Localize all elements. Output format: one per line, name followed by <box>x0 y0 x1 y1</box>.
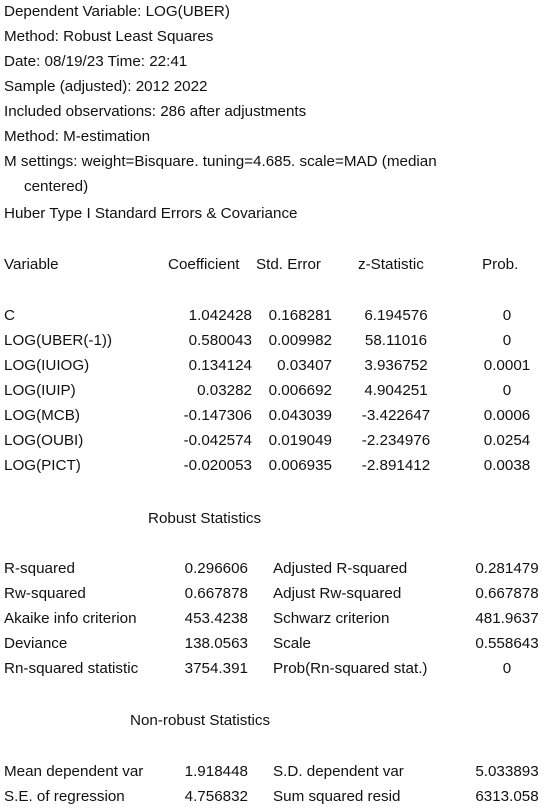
header-date-time: Date: 08/19/23 Time: 22:41 <box>4 53 188 70</box>
stat-value-right: 0.667878 <box>475 585 539 602</box>
stat-label-left: Deviance <box>4 635 68 652</box>
cell-coefficient: 0.580043 <box>188 332 252 349</box>
stat-value-left: 4.756832 <box>184 788 248 805</box>
cell-std-error: 0.009982 <box>268 332 332 349</box>
stat-value-left: 0.296606 <box>184 560 248 577</box>
cell-coefficient: -0.020053 <box>183 457 252 474</box>
cell-prob: 0 <box>502 332 512 349</box>
stat-value-left: 0.667878 <box>184 585 248 602</box>
cell-variable: C <box>4 307 15 324</box>
col-prob: Prob. <box>482 256 519 273</box>
stat-label-right: Schwarz criterion <box>273 610 390 627</box>
cell-variable: LOG(IUIOG) <box>4 357 90 374</box>
cell-prob: 0 <box>502 307 512 324</box>
header-estimation-method: Method: M-estimation <box>4 128 151 145</box>
cell-std-error: 0.019049 <box>268 432 332 449</box>
header-m-settings: M settings: weight=Bisquare. tuning=4.685. scale=MAD (median <box>4 153 437 170</box>
stat-label-left: Rn-squared statistic <box>4 660 139 677</box>
robust-statistics-title: Robust Statistics <box>148 510 262 527</box>
cell-variable: LOG(MCB) <box>4 407 80 424</box>
stat-label-right: S.D. dependent var <box>273 763 404 780</box>
cell-std-error: 0.006935 <box>268 457 332 474</box>
header-dependent-variable: Dependent Variable: LOG(UBER) <box>4 3 230 20</box>
stat-label-right: Prob(Rn-squared stat.) <box>273 660 428 677</box>
col-z-statistic: z-Statistic <box>358 256 424 273</box>
cell-std-error: 0.006692 <box>268 382 332 399</box>
cell-coefficient: 1.042428 <box>188 307 252 324</box>
stat-value-right: 0 <box>502 660 512 677</box>
stat-value-right: 6313.058 <box>475 788 539 805</box>
cell-z-statistic: 4.904251 <box>364 382 428 399</box>
stat-label-right: Sum squared resid <box>273 788 401 805</box>
cell-z-statistic: 3.936752 <box>364 357 428 374</box>
cell-prob: 0.0006 <box>483 407 531 424</box>
stat-label-right: Scale <box>273 635 311 652</box>
cell-prob: 0.0001 <box>483 357 531 374</box>
stat-value-left: 453.4238 <box>184 610 248 627</box>
stat-value-left: 3754.391 <box>184 660 248 677</box>
cell-coefficient: -0.042574 <box>183 432 252 449</box>
stat-value-right: 0.281479 <box>475 560 539 577</box>
cell-std-error: 0.043039 <box>268 407 332 424</box>
header-method: Method: Robust Least Squares <box>4 28 214 45</box>
stat-label-left: Mean dependent var <box>4 763 144 780</box>
cell-std-error: 0.168281 <box>268 307 332 324</box>
cell-variable: LOG(IUIP) <box>4 382 76 399</box>
cell-z-statistic: 6.194576 <box>364 307 428 324</box>
header-observations: Included observations: 286 after adjustments <box>4 103 307 120</box>
stat-label-left: Akaike info criterion <box>4 610 137 627</box>
cell-coefficient: -0.147306 <box>183 407 252 424</box>
cell-std-error: 0.03407 <box>277 357 332 374</box>
cell-prob: 0.0254 <box>483 432 531 449</box>
cell-coefficient: 0.03282 <box>197 382 252 399</box>
cell-z-statistic: -2.234976 <box>361 432 431 449</box>
header-m-settings-continued: centered) <box>24 178 89 195</box>
stat-label-left: R-squared <box>4 560 75 577</box>
stat-label-left: S.E. of regression <box>4 788 125 805</box>
stat-value-right: 481.9637 <box>475 610 539 627</box>
cell-variable: LOG(OUBI) <box>4 432 84 449</box>
cell-variable: LOG(UBER(-1)) <box>4 332 113 349</box>
stat-value-left: 138.0563 <box>184 635 248 652</box>
stat-value-right: 0.558643 <box>475 635 539 652</box>
stat-label-left: Rw-squared <box>4 585 86 602</box>
cell-variable: LOG(PICT) <box>4 457 81 474</box>
col-coefficient: Coefficient <box>168 256 240 273</box>
cell-coefficient: 0.134124 <box>188 357 252 374</box>
stat-label-right: Adjust Rw-squared <box>273 585 402 602</box>
nonrobust-statistics-title: Non-robust Statistics <box>130 712 271 729</box>
cell-z-statistic: -3.422647 <box>361 407 431 424</box>
cell-z-statistic: -2.891412 <box>361 457 431 474</box>
header-sample: Sample (adjusted): 2012 2022 <box>4 78 208 95</box>
cell-z-statistic: 58.11016 <box>364 332 428 349</box>
col-std-error: Std. Error <box>256 256 321 273</box>
stat-label-right: Adjusted R-squared <box>273 560 408 577</box>
stat-value-right: 5.033893 <box>475 763 539 780</box>
header-covariance: Huber Type I Standard Errors & Covariance <box>4 205 298 222</box>
col-variable: Variable <box>4 256 59 273</box>
cell-prob: 0.0038 <box>483 457 531 474</box>
cell-prob: 0 <box>502 382 512 399</box>
stat-value-left: 1.918448 <box>184 763 248 780</box>
